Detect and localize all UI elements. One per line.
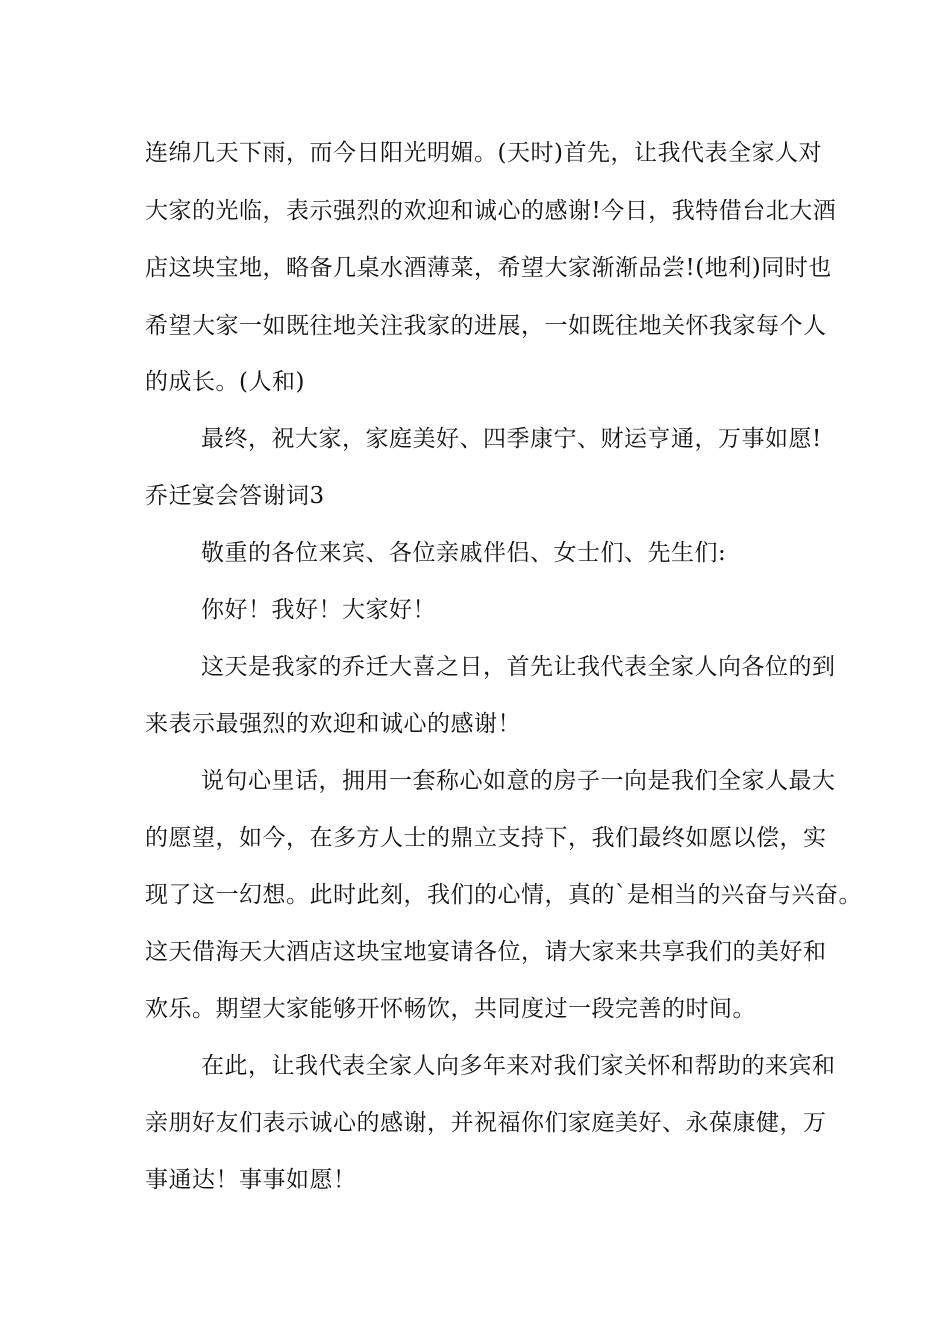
text-line: 这天是我家的乔迁大喜之日，首先让我代表全家人向各位的到	[201, 654, 836, 680]
text-line: 的成长。(人和)	[145, 369, 305, 395]
greeting: 你好！我好！大家好！	[201, 597, 436, 623]
text-line: 欢乐。期望大家能够开怀畅饮，共同度过一段完善的时间。	[145, 996, 756, 1022]
section-heading: 乔迁宴会答谢词3	[145, 483, 325, 509]
salutation: 敬重的各位来宾、各位亲戚伴侣、女士们、先生们:	[201, 540, 727, 566]
text-line: 亲朋好友们表示诚心的感谢，并祝福你们家庭美好、永葆康健，万	[145, 1110, 827, 1136]
text-line: 来表示最强烈的欢迎和诚心的感谢！	[145, 711, 521, 737]
text-line: 事通达！事事如愿！	[145, 1167, 357, 1193]
text-line: 这天借海天大酒店这块宝地宴请各位，请大家来共享我们的美好和	[145, 939, 827, 965]
text-line: 希望大家一如既往地关注我家的进展，一如既往地关怀我家每个人	[145, 313, 827, 339]
text-line: 在此，让我代表全家人向多年来对我们家关怀和帮助的来宾和	[201, 1053, 836, 1079]
text-line: 说句心里话，拥用一套称心如意的房子一向是我们全家人最大	[201, 768, 836, 794]
text-line: 大家的光临，表示强烈的欢迎和诚心的感谢!今日，我特借台北大酒	[145, 198, 837, 224]
text-line: 现了这一幻想。此时此刻，我们的心情，真的`是相当的兴奋与兴奋。	[145, 882, 862, 908]
text-line: 的愿望，如今，在多方人士的鼎立支持下，我们最终如愿以偿，实	[145, 825, 827, 851]
text-line: 连绵几天下雨，而今日阳光明媚。(天时)首先，让我代表全家人对	[145, 140, 822, 166]
text-line: 店这块宝地，略备几桌水酒薄菜，希望大家渐渐品尝!(地利)同时也	[145, 255, 832, 281]
text-line: 最终，祝大家，家庭美好、四季康宁、财运亨通，万事如愿!	[201, 426, 822, 452]
